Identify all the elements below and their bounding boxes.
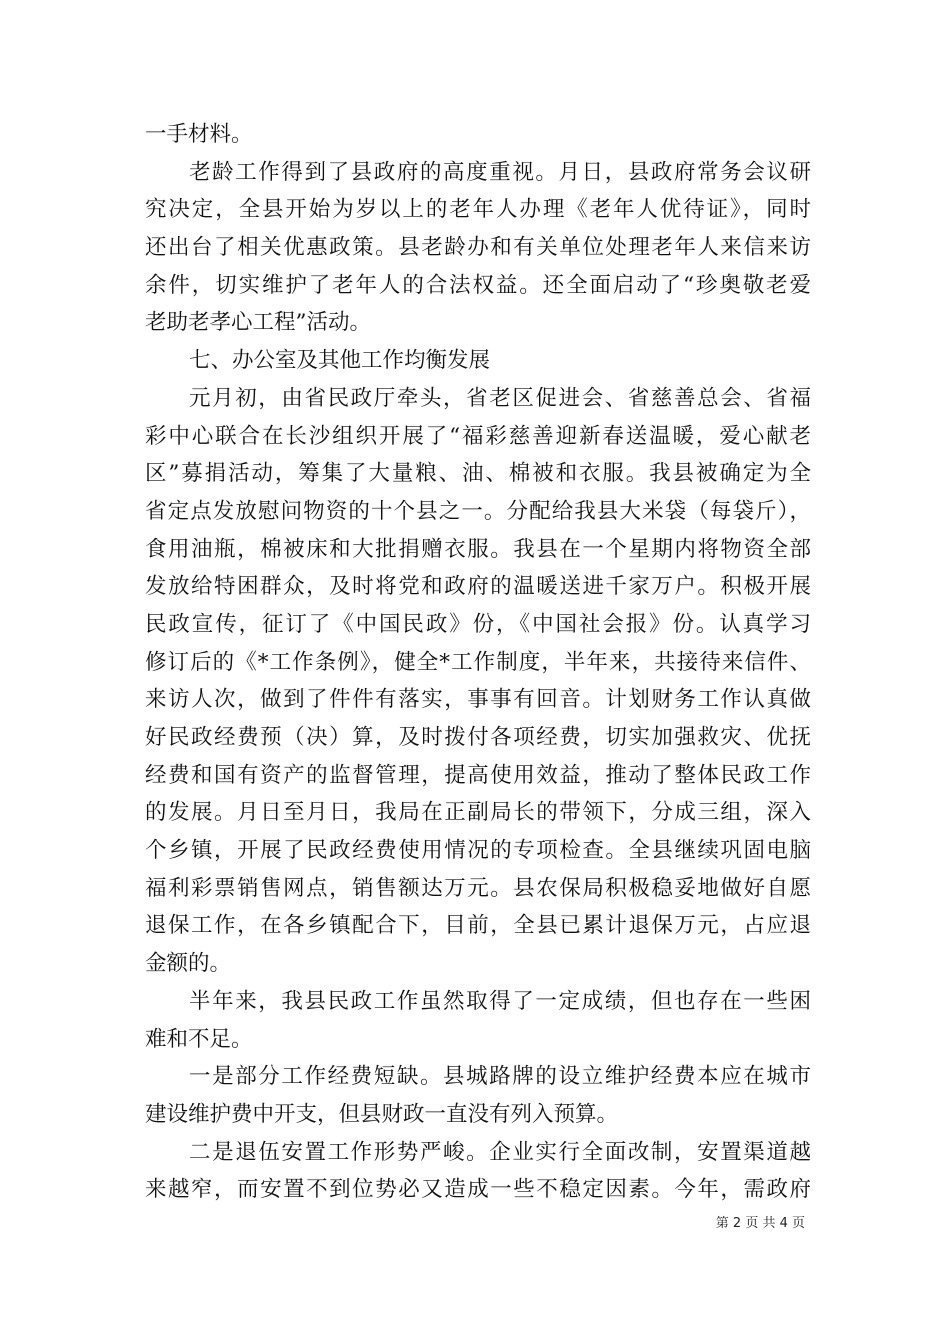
text-line: 二是退伍安置工作形势严峻。企业实行全面改制，安置渠道越 (189, 1139, 811, 1165)
text-line: 食用油瓶，棉被床和大批捐赠衣服。我县在一个星期内将物资全部 (145, 536, 811, 562)
text-line: 一手材料。 (145, 122, 253, 147)
text-line: 经费和国有资产的监督管理，提高使用效益，推动了整体民政工作 (145, 762, 811, 788)
text-line: 区”募捐活动，筹集了大量粮、油、棉被和衣服。我县被确定为全 (145, 461, 811, 487)
text-line: 究决定，全县开始为岁以上的老年人办理《老年人优待证》，同时 (145, 197, 811, 223)
text-line: 老龄工作得到了县政府的高度重视。月日，县政府常务会议研 (189, 159, 811, 185)
text-line: 建设维护费中开支，但县财政一直没有列入预算。 (145, 1101, 619, 1127)
text-line: 来访人次，做到了件件有落实，事事有回音。计划财务工作认真做 (145, 687, 811, 713)
text-line: 发放给特困群众，及时将党和政府的温暖送进千家万户。积极开展 (145, 574, 811, 600)
text-line: 半年来，我县民政工作虽然取得了一定成绩，但也存在一些困 (189, 988, 811, 1014)
text-line: 来越窄，而安置不到位势必又造成一些不稳定因素。今年，需政府 (145, 1177, 811, 1203)
text-line: 一是部分工作经费短缺。县城路牌的设立维护经费本应在城市 (189, 1064, 811, 1090)
text-line: 金额的。 (145, 951, 232, 977)
text-line: 好民政经费预（决）算，及时拨付各项经费，切实加强救灾、优抚 (145, 725, 811, 750)
text-line: 七、办公室及其他工作均衡发展 (189, 348, 491, 374)
text-line: 个乡镇，开展了民政经费使用情况的专项检查。全县继续巩固电脑 (145, 838, 811, 864)
text-line: 还出台了相关优惠政策。县老龄办和有关单位处理老年人来信来访 (145, 235, 811, 261)
text-line: 彩中心联合在长沙组织开展了“福彩慈善迎新春送温暖，爱心献老 (145, 423, 811, 449)
document-body (145, 116, 811, 1209)
text-line: 老助老孝心工程”活动。 (145, 310, 371, 336)
text-line: 民政宣传，征订了《中国民政》份，《中国社会报》份。认真学习 (145, 611, 811, 637)
text-line: 修订后的《*工作条例》，健全*工作制度，半年来，共接待来信件、 (145, 649, 811, 675)
text-line: 难和不足。 (145, 1026, 253, 1052)
text-line: 福利彩票销售网点，销售额达万元。县农保局积极稳妥地做好自愿 (145, 875, 811, 901)
text-line: 元月初，由省民政厅牵头，省老区促进会、省慈善总会、省福 (189, 385, 811, 411)
text-line: 退保工作，在各乡镇配合下，目前，全县已累计退保万元，占应退 (145, 913, 811, 939)
text-line: 的发展。月日至月日，我局在正副局长的带领下，分成三组，深入 (145, 800, 811, 826)
text-line: 余件，切实维护了老年人的合法权益。还全面启动了“珍奥敬老爱 (145, 272, 811, 298)
page-indicator: 第 2 页 共 4 页 (715, 1216, 805, 1231)
text-line: 省定点发放慰问物资的十个县之一。分配给我县大米袋（每袋斤）， (145, 498, 811, 524)
